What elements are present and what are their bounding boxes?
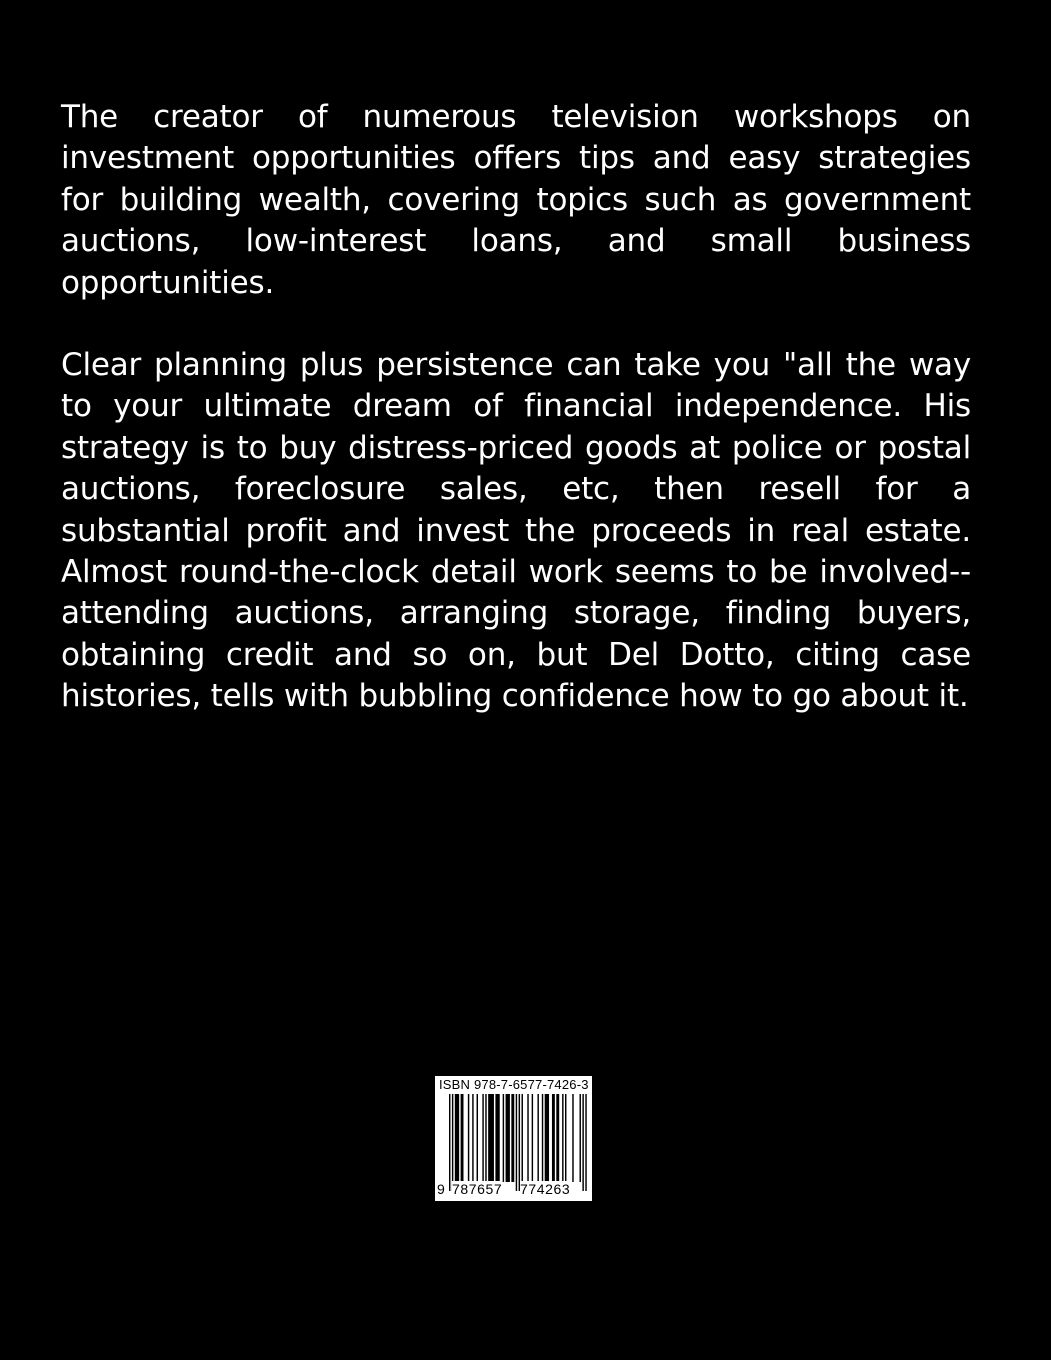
barcode-bar: [556, 1094, 559, 1182]
barcode-guard-bar: [452, 1094, 453, 1191]
barcode-bar: [488, 1094, 494, 1182]
barcode-digits: [435, 1181, 592, 1201]
barcode-bar: [552, 1094, 555, 1182]
barcode-bar: [472, 1094, 473, 1182]
barcode-guard-bar: [516, 1094, 517, 1191]
barcode-bar: [562, 1094, 563, 1182]
barcode-bar: [461, 1094, 464, 1182]
blurb-paragraph-1: The creator of numerous television workshops on investment opportunities offers tips and easy strategies for building wealth, covering topics such as government auctions, low-interest loans, and small business opportunities.: [61, 99, 971, 301]
barcode-guard-bar: [582, 1094, 583, 1191]
barcode-digits-left: 787657: [452, 1181, 503, 1197]
isbn-label: ISBN 978-7-6577-7426-3: [439, 1077, 589, 1092]
barcode-bar: [532, 1094, 533, 1182]
barcode-guard-bar: [519, 1094, 520, 1191]
barcode-bar: [511, 1094, 514, 1182]
barcode-bar: [565, 1094, 566, 1182]
barcode-bar: [455, 1094, 459, 1182]
barcode-bar: [477, 1094, 478, 1182]
barcode-bar: [468, 1094, 469, 1182]
barcode-bar: [482, 1094, 483, 1182]
barcode-guard-bar: [449, 1094, 450, 1191]
barcode-bar: [537, 1094, 538, 1182]
back-cover-blurb: [61, 97, 971, 718]
barcode-bar: [506, 1094, 510, 1182]
barcode-bar: [522, 1094, 523, 1182]
barcode-bar: [580, 1094, 581, 1182]
barcode-bar: [503, 1094, 504, 1182]
barcode-bar: [545, 1094, 549, 1182]
barcode-digit-first: 9: [437, 1181, 445, 1197]
barcode-bar: [572, 1094, 573, 1182]
barcode-guard-bar: [585, 1094, 586, 1191]
barcode-bar: [495, 1094, 499, 1182]
isbn-barcode: [435, 1076, 592, 1201]
blurb-paragraph-2: Clear planning plus persistence can take you "all the way to your ultimate dream of financial independence. His strategy is to buy distress-priced goods at police or postal auctions, foreclosure sales, etc, then resell for a substantial profit and invest the proceeds in real estate. Almost round-the-clock detail work seems to be involved--attending auctions, arranging storage, finding buyers, obtaining credit and so on, but Del Dotto, citing case histories, tells with bubbling confidence how to go about it.: [61, 347, 971, 715]
barcode-digits-right: 774263: [520, 1181, 571, 1197]
barcode-bar: [485, 1094, 486, 1182]
barcode-bar: [542, 1094, 543, 1182]
barcode-bar: [527, 1094, 528, 1182]
